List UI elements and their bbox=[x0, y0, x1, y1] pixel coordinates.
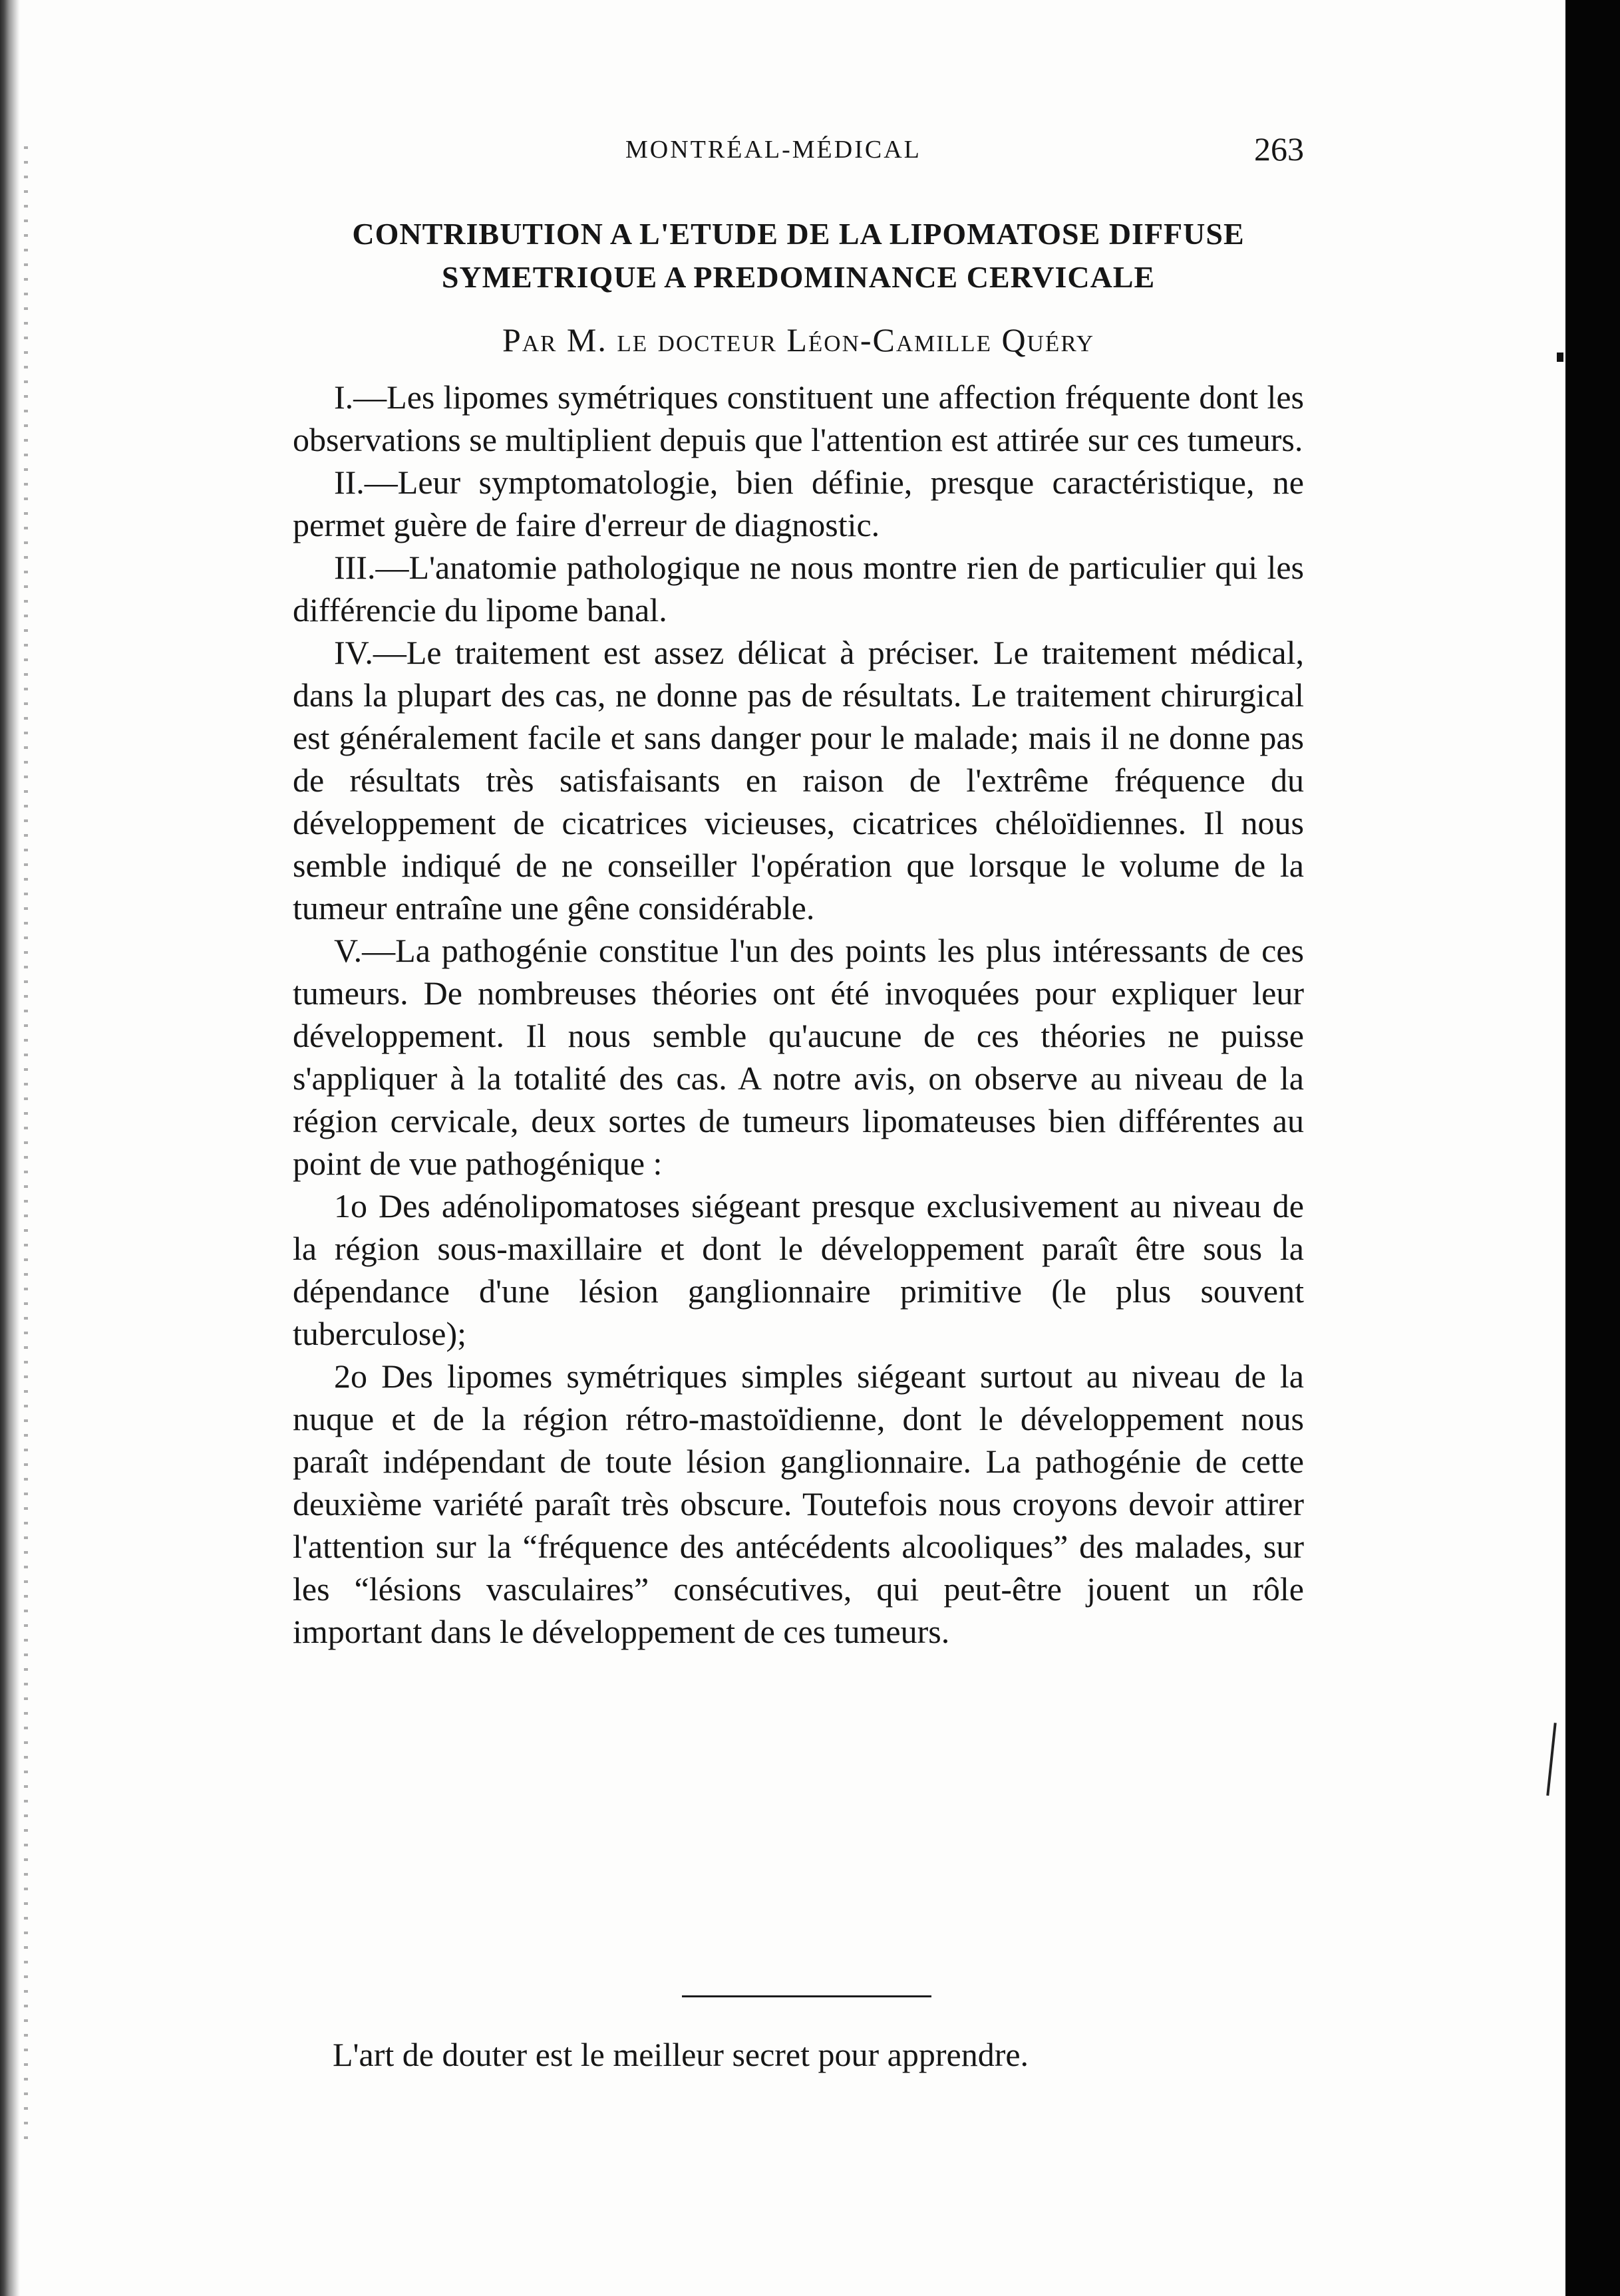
paragraph-ii: II.—Leur symptomatologie, bien définie, presque caractéristique, ne permet guère de faire d'erreur de diagnostic. bbox=[293, 464, 1304, 543]
running-header bbox=[293, 130, 1304, 176]
separator-rule bbox=[682, 1995, 931, 1997]
scan-left-edge bbox=[0, 0, 20, 2296]
paragraph-i: I.—Les lipomes symétriques constituent une affection fréquente dont les observations se multiplient depuis que l'attention est attirée sur ces tumeurs. bbox=[293, 378, 1304, 458]
scan-speckle bbox=[24, 146, 28, 2142]
paragraph-2o: 2o Des lipomes symétriques simples siégeant surtout au niveau de la nuque et de la région rétro-mastoïdienne, dont le développement nous paraît indépendant de toute lésion ganglionnaire. La pathogénie de cette deuxième variété paraît très obscure. Toutefois nous croyons devoir attirer l'attention sur la “fréquence des antécédents alcooliques” des malades, sur les “lésions vasculaires” consécutives, qui peut-être jouent un rôle important dans le développement de ces tumeurs. bbox=[293, 1358, 1304, 1650]
scan-right-border bbox=[1565, 0, 1620, 2296]
article-body bbox=[293, 376, 1304, 1653]
article-title-line-2: SYMETRIQUE A PREDOMINANCE CERVICALE bbox=[441, 260, 1156, 294]
author-byline: Par M. le docteur Léon-Camille Quéry bbox=[502, 321, 1095, 359]
paragraph-iv: IV.—Le traitement est assez délicat à préciser. Le traitement médical, dans la plupart des cas, ne donne pas de résultats. Le traitement chirurgical est généralement facile et sans danger pour le malade; mais il ne donne pas de résultats très satisfaisants en raison de l'extrême fréquence du développement de cicatrices vicieuses, cicatrices chéloïdiennes. Il nous semble indiqué de ne conseiller l'opération que lorsque le volume de la tumeur entraîne une gêne considérable. bbox=[293, 634, 1304, 927]
scan-mark bbox=[1546, 1723, 1556, 1796]
paragraph-1o: 1o Des adénolipomatoses siégeant presque exclusivement au niveau de la région sous-maxillaire et dont le développement paraît être sous la dépendance d'une lésion ganglionnaire primitive (le plus souvent tuberculose); bbox=[293, 1187, 1304, 1352]
scan-mark bbox=[1557, 353, 1563, 362]
paragraph-v: V.—La pathogénie constitue l'un des points les plus intéressants de ces tumeurs. De nombreuses théories ont été invoquées pour expliquer leur développement. Il nous semble qu'aucune de ces théories ne puisse s'appliquer à la totalité des cas. A notre avis, on observe au niveau de la région cervicale, deux sortes de tumeurs lipomateuses bien différentes au point de vue pathogénique : bbox=[293, 932, 1304, 1182]
article-title-line-1: CONTRIBUTION A L'ETUDE DE LA LIPOMATOSE DIFFUSE bbox=[352, 217, 1245, 251]
paragraph-iii: III.—L'anatomie pathologique ne nous montre rien de particulier qui les différencie du lipome banal. bbox=[293, 549, 1304, 629]
closing-motto: L'art de douter est le meilleur secret pour apprendre. bbox=[333, 2036, 1029, 2073]
journal-title: MONTRÉAL-MÉDICAL bbox=[625, 136, 921, 164]
page-number: 263 bbox=[1254, 130, 1304, 168]
